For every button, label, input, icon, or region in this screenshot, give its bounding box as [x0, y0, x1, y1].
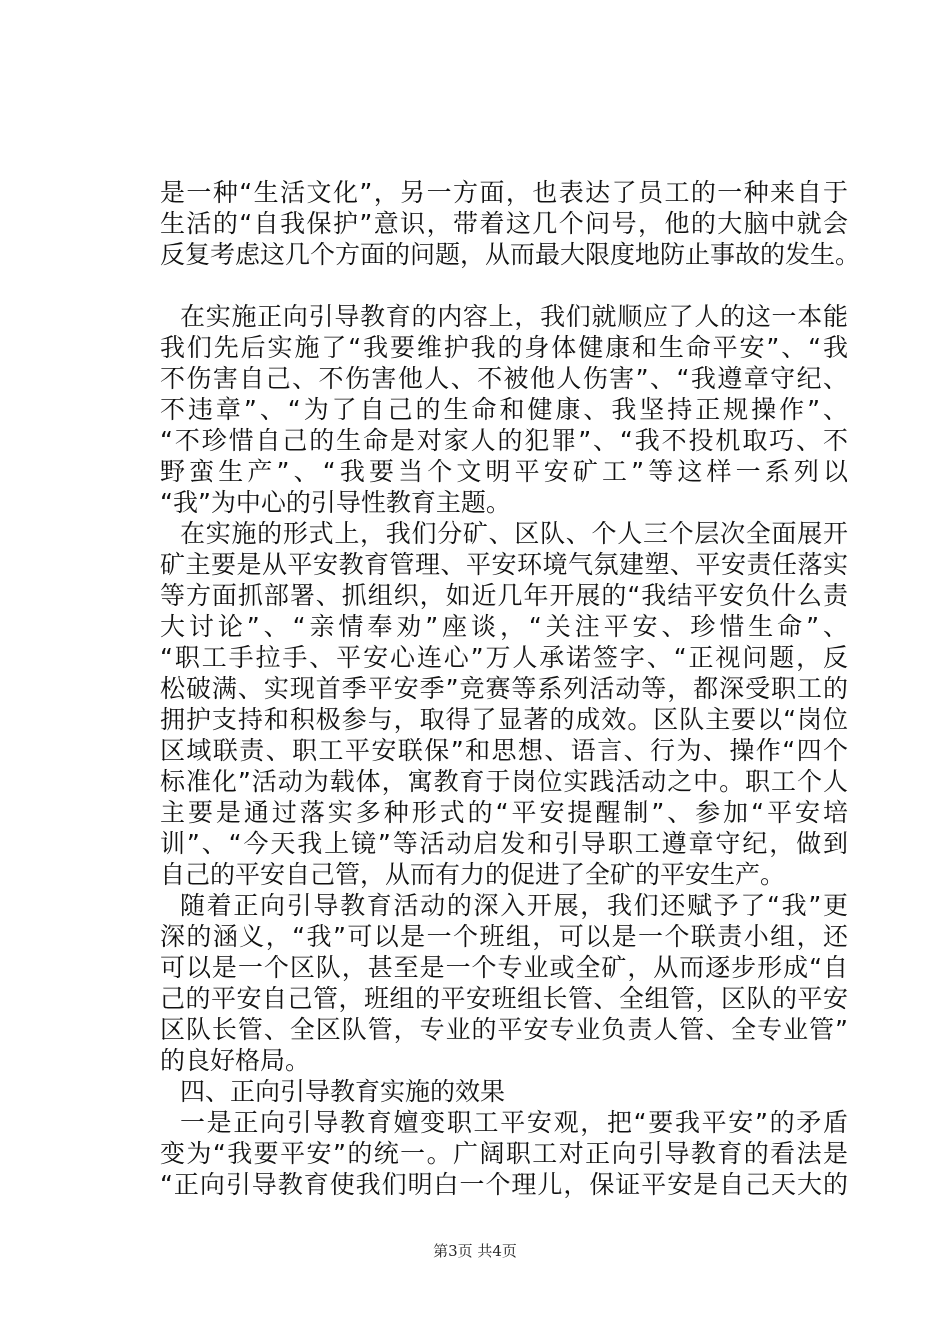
text-line: 在实施正向引导教育的内容上，我们就顺应了人的这一本能 — [180, 302, 848, 331]
text-line: “职工手拉手、平安心连心”万人承诺签字、“正视问题，反 — [160, 643, 848, 672]
text-line: “不珍惜自己的生命是对家人的犯罪”、“我不投机取巧、不 — [160, 426, 848, 455]
text-line: 己的平安自己管，班组的平安班组长管、全组管，区队的平安 — [160, 984, 848, 1013]
text-line: 自己的平安自己管，从而有力的促进了全矿的平安生产。 — [160, 860, 786, 889]
text-line: 生活的“自我保护”意识，带着这几个问号，他的大脑中就会 — [160, 209, 848, 238]
text-line: 区域联责、职工平安联保”和思想、语言、行为、操作“四个 — [160, 736, 848, 765]
text-line: 在实施的形式上，我们分矿、区队、个人三个层次全面展开 — [180, 519, 848, 548]
text-line: 区队长管、全区队管，专业的平安专业负责人管、全专业管” — [160, 1015, 848, 1044]
paragraph — [160, 890, 848, 1076]
text-line: 不违章”、“为了自己的生命和健康、我坚持正规操作”、 — [160, 395, 848, 424]
text-line: 矿主要是从平安教育管理、平安环境气氛建塑、平安责任落实 — [160, 550, 848, 579]
text-line: 拥护支持和积极参与，取得了显著的成效。区队主要以“岗位 — [160, 705, 848, 734]
text-line: 我们先后实施了“我要维护我的身体健康和生命平安”、“我 — [160, 333, 848, 362]
text-line: 大讨论”、“亲情奉劝”座谈，“关注平安、珍惜生命”、 — [160, 612, 848, 641]
text-line: 变为“我要平安”的统一。广阔职工对正向引导教育的看法是 — [160, 1139, 848, 1168]
paragraph — [160, 1107, 848, 1200]
text-line: 不伤害自己、不伤害他人、不被他人伤害”、“我遵章守纪、 — [160, 364, 848, 393]
text-line: 松破满、实现首季平安季”竞赛等系列活动等，都深受职工的 — [160, 674, 848, 703]
paragraph — [160, 1076, 848, 1107]
text-line: 深的涵义，“我”可以是一个班组，可以是一个联责小组，还 — [160, 922, 848, 951]
document-body — [160, 177, 861, 1200]
text-line: 反复考虑这几个方面的问题，从而最大限度地防止事故的发生。 — [160, 240, 861, 269]
text-line: “正向引导教育使我们明白一个理儿，保证平安是自己天大的 — [160, 1170, 848, 1199]
paragraph — [160, 518, 848, 890]
text-line: “我”为中心的引导性教育主题。 — [160, 488, 511, 517]
page-footer: 第3页 共4页 — [433, 1242, 517, 1260]
paragraph — [160, 177, 861, 270]
text-line: 标准化”活动为载体，寓教育于岗位实践活动之中。职工个人 — [160, 767, 848, 796]
text-line: 主要是通过落实多种形式的“平安提醒制”、参加“平安培 — [160, 798, 848, 827]
text-line: 等方面抓部署、抓组织，如近几年开展的“我结平安负什么责 — [160, 581, 848, 610]
text-line: 随着正向引导教育活动的深入开展，我们还赋予了“我”更 — [180, 891, 848, 920]
paragraph — [160, 301, 848, 518]
section-heading: 四、正向引导教育实施的效果 — [180, 1077, 506, 1106]
text-line: 可以是一个区队，甚至是一个专业或全矿，从而逐步形成“自 — [160, 953, 848, 982]
text-line: 一是正向引导教育嬗变职工平安观，把“要我平安”的矛盾 — [180, 1108, 848, 1137]
text-line: 训”、“今天我上镜”等活动启发和引导职工遵章守纪，做到 — [160, 829, 848, 858]
text-line: 是一种“生活文化”，另一方面，也表达了员工的一种来自于 — [160, 178, 848, 207]
text-line: 野蛮生产”、“我要当个文明平安矿工”等这样一系列以 — [160, 457, 848, 486]
text-line: 的良好格局。 — [160, 1046, 311, 1075]
